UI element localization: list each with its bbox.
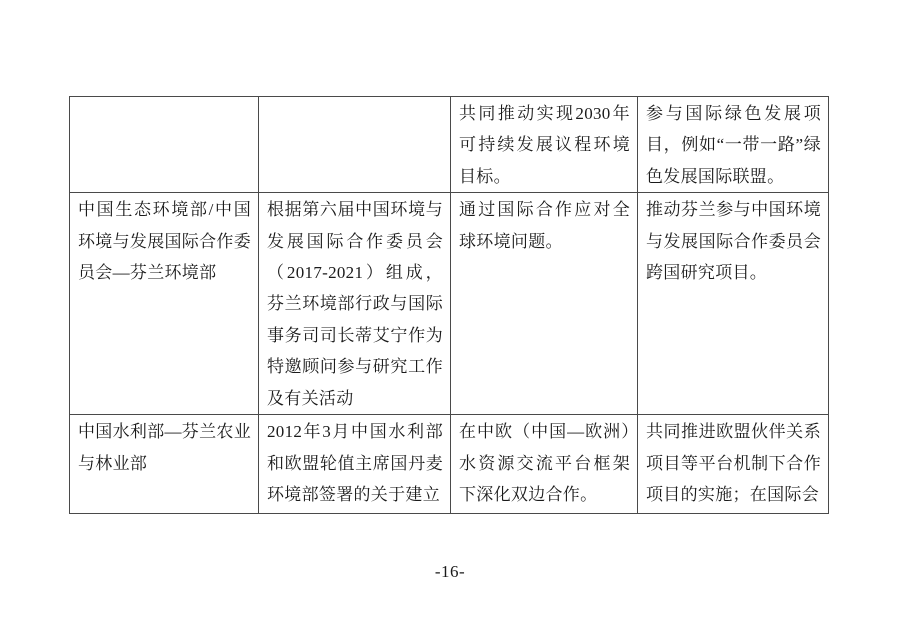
table-cell: 共同推进欧盟伙伴关系项目等平台机制下合作项目的实施；在国际会: [638, 415, 829, 514]
table-cell: [70, 97, 259, 193]
table-cell: 共同推动实现2030年可持续发展议程环境目标。: [451, 97, 638, 193]
table-cell: 参与国际绿色发展项目，例如“一带一路”绿色发展国际联盟。: [638, 97, 829, 193]
page-number: -16-: [434, 562, 466, 581]
table-cell: 推动芬兰参与中国环境与发展国际合作委员会跨国研究项目。: [638, 193, 829, 415]
table-cell: 中国生态环境部/中国环境与发展国际合作委员会—芬兰环境部: [70, 193, 259, 415]
table-cell: 根据第六届中国环境与发展国际合作委员会（2017-2021）组成，芬兰环境部行政与国际事务司司长蒂艾宁作为特邀顾问参与研究工作及有关活动: [259, 193, 451, 415]
table-row: [70, 415, 829, 514]
table-cell: 通过国际合作应对全球环境问题。: [451, 193, 638, 415]
table-row: [70, 97, 829, 193]
table-cell: 中国水利部—芬兰农业与林业部: [70, 415, 259, 514]
cooperation-table: [69, 96, 829, 514]
table-cell: 在中欧（中国—欧洲）水资源交流平台框架下深化双边合作。: [451, 415, 638, 514]
table-cell: [259, 97, 451, 193]
table-row: [70, 193, 829, 415]
table-cell: 2012年3月中国水利部和欧盟轮值主席国丹麦环境部签署的关于建立: [259, 415, 451, 514]
